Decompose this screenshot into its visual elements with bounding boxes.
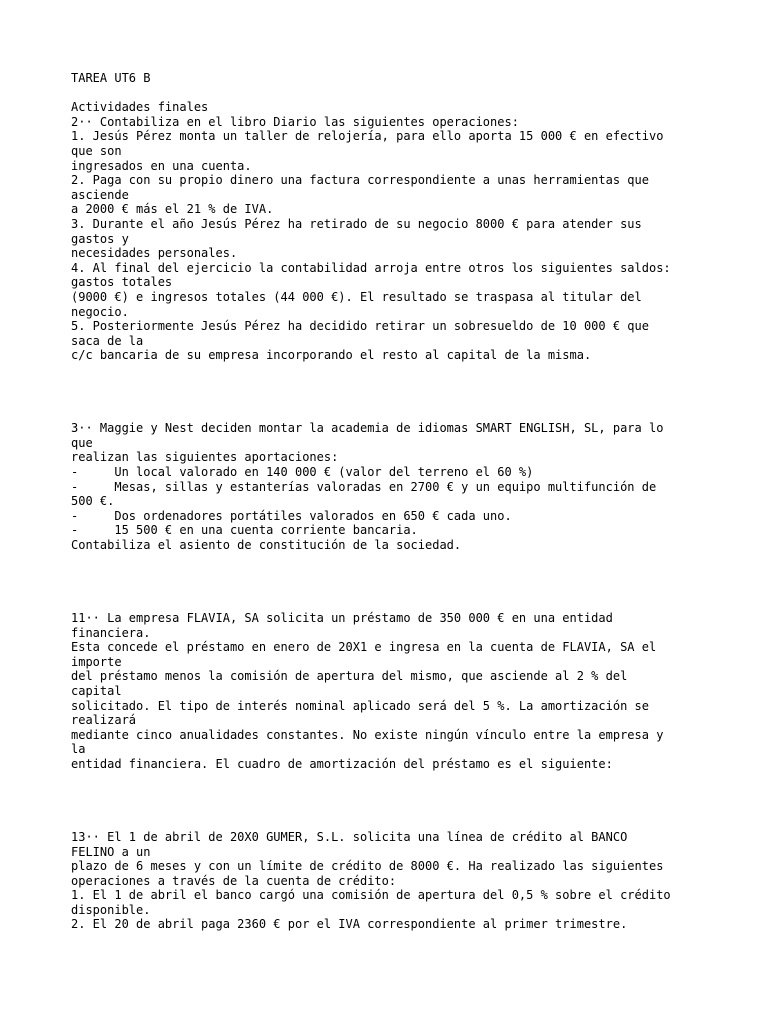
text-line: negocio. — [71, 304, 129, 319]
text-line: 4. Al final del ejercicio la contabilidad arroja entre otros los siguientes saldos: — [71, 260, 671, 275]
text-line: gastos totales — [71, 275, 173, 290]
text-line: 5. Posteriormente Jesús Pérez ha decidido retirar un sobresueldo de 10 000 € que — [71, 319, 649, 334]
text-line: 13·· El 1 de abril de 20X0 GUMER, S.L. solicita una línea de crédito al BANCO — [71, 829, 628, 844]
spacer — [71, 553, 721, 611]
text-line: a 2000 € más el 21 % de IVA. — [71, 202, 274, 217]
text-line: ingresados en una cuenta. — [71, 158, 252, 173]
section-exercise-11 — [71, 611, 721, 772]
text-line: importe — [71, 654, 122, 669]
text-line: 1. El 1 de abril el banco cargó una comisión de apertura del 0,5 % sobre el crédito — [71, 888, 671, 903]
document-title: TAREA UT6 B — [71, 71, 151, 85]
text-line: 3. Durante el año Jesús Pérez ha retirado de su negocio 8000 € para atender sus — [71, 216, 642, 231]
text-line: 2. El 20 de abril paga 2360 € por el IVA correspondiente al primer trimestre. — [71, 917, 628, 932]
text-line: realizará — [71, 713, 137, 728]
section-exercise-3 — [71, 421, 721, 552]
text-line: c/c bancaria de su empresa incorporando el resto al capital de la misma. — [71, 348, 592, 363]
text-line: la — [71, 742, 86, 757]
text-line: Contabiliza el asiento de constitución de la sociedad. — [71, 538, 462, 553]
text-line: disponible. — [71, 902, 151, 917]
list-item: - 15 500 € en una cuenta corriente bancaria. — [71, 523, 418, 538]
spacer — [71, 363, 721, 421]
text-line: necesidades personales. — [71, 246, 238, 261]
text-line: solicitado. El tipo de interés nominal aplicado será del 5 %. La amortización se — [71, 698, 649, 713]
text-line: gastos y — [71, 231, 129, 246]
text-line: del préstamo menos la comisión de apertura del mismo, que asciende al 2 % del — [71, 669, 628, 684]
text-line: 11·· La empresa FLAVIA, SA solicita un préstamo de 350 000 € en una entidad — [71, 611, 613, 625]
text-line: 1. Jesús Pérez monta un taller de relojería, para ello aporta 15 000 € en efectivo — [71, 129, 664, 144]
text-line: 500 €. — [71, 494, 115, 509]
text-line: Esta concede el préstamo en enero de 20X1 e ingresa en la cuenta de FLAVIA, SA el — [71, 640, 657, 655]
text-line: FELINO a un — [71, 844, 151, 859]
text-line: 2. Paga con su propio dinero una factura correspondiente a unas herramientas que — [71, 173, 649, 188]
section-exercise-13 — [71, 830, 721, 932]
text-line: realizan las siguientes aportaciones: — [71, 450, 339, 465]
text-line: que son — [71, 143, 122, 158]
spacer — [71, 86, 721, 101]
spacer — [71, 772, 721, 830]
text-line: capital — [71, 683, 122, 698]
text-line: asciende — [71, 187, 129, 202]
text-line: (9000 €) e ingresos totales (44 000 €). El resultado se traspasa al titular del — [71, 289, 642, 304]
text-line: que — [71, 435, 93, 450]
text-line: operaciones a través de la cuenta de crédito: — [71, 873, 397, 888]
list-item: - Un local valorado en 140 000 € (valor del terreno el 60 %) — [71, 465, 534, 480]
section-actividades-finales — [71, 100, 721, 363]
text-line: financiera. — [71, 625, 151, 640]
list-item: - Mesas, sillas y estanterías valoradas en 2700 € y un equipo multifunción de — [71, 479, 657, 494]
text-line: 3·· Maggie y Nest deciden montar la academia de idiomas SMART ENGLISH, SL, para lo — [71, 421, 664, 436]
text-line: plazo de 6 meses y con un límite de crédito de 8000 €. Ha realizado las siguientes — [71, 859, 664, 874]
text-line: mediante cinco anualidades constantes. No existe ningún vínculo entre la empresa y — [71, 727, 664, 742]
text-line: saca de la — [71, 333, 144, 348]
document-page — [71, 71, 721, 932]
text-line: 2·· Contabiliza en el libro Diario las siguientes operaciones: — [71, 114, 519, 129]
list-item: - Dos ordenadores portátiles valorados en 650 € cada uno. — [71, 508, 512, 523]
section-heading: Actividades finales — [71, 100, 209, 115]
text-line: entidad financiera. El cuadro de amortización del préstamo es el siguiente: — [71, 756, 613, 771]
